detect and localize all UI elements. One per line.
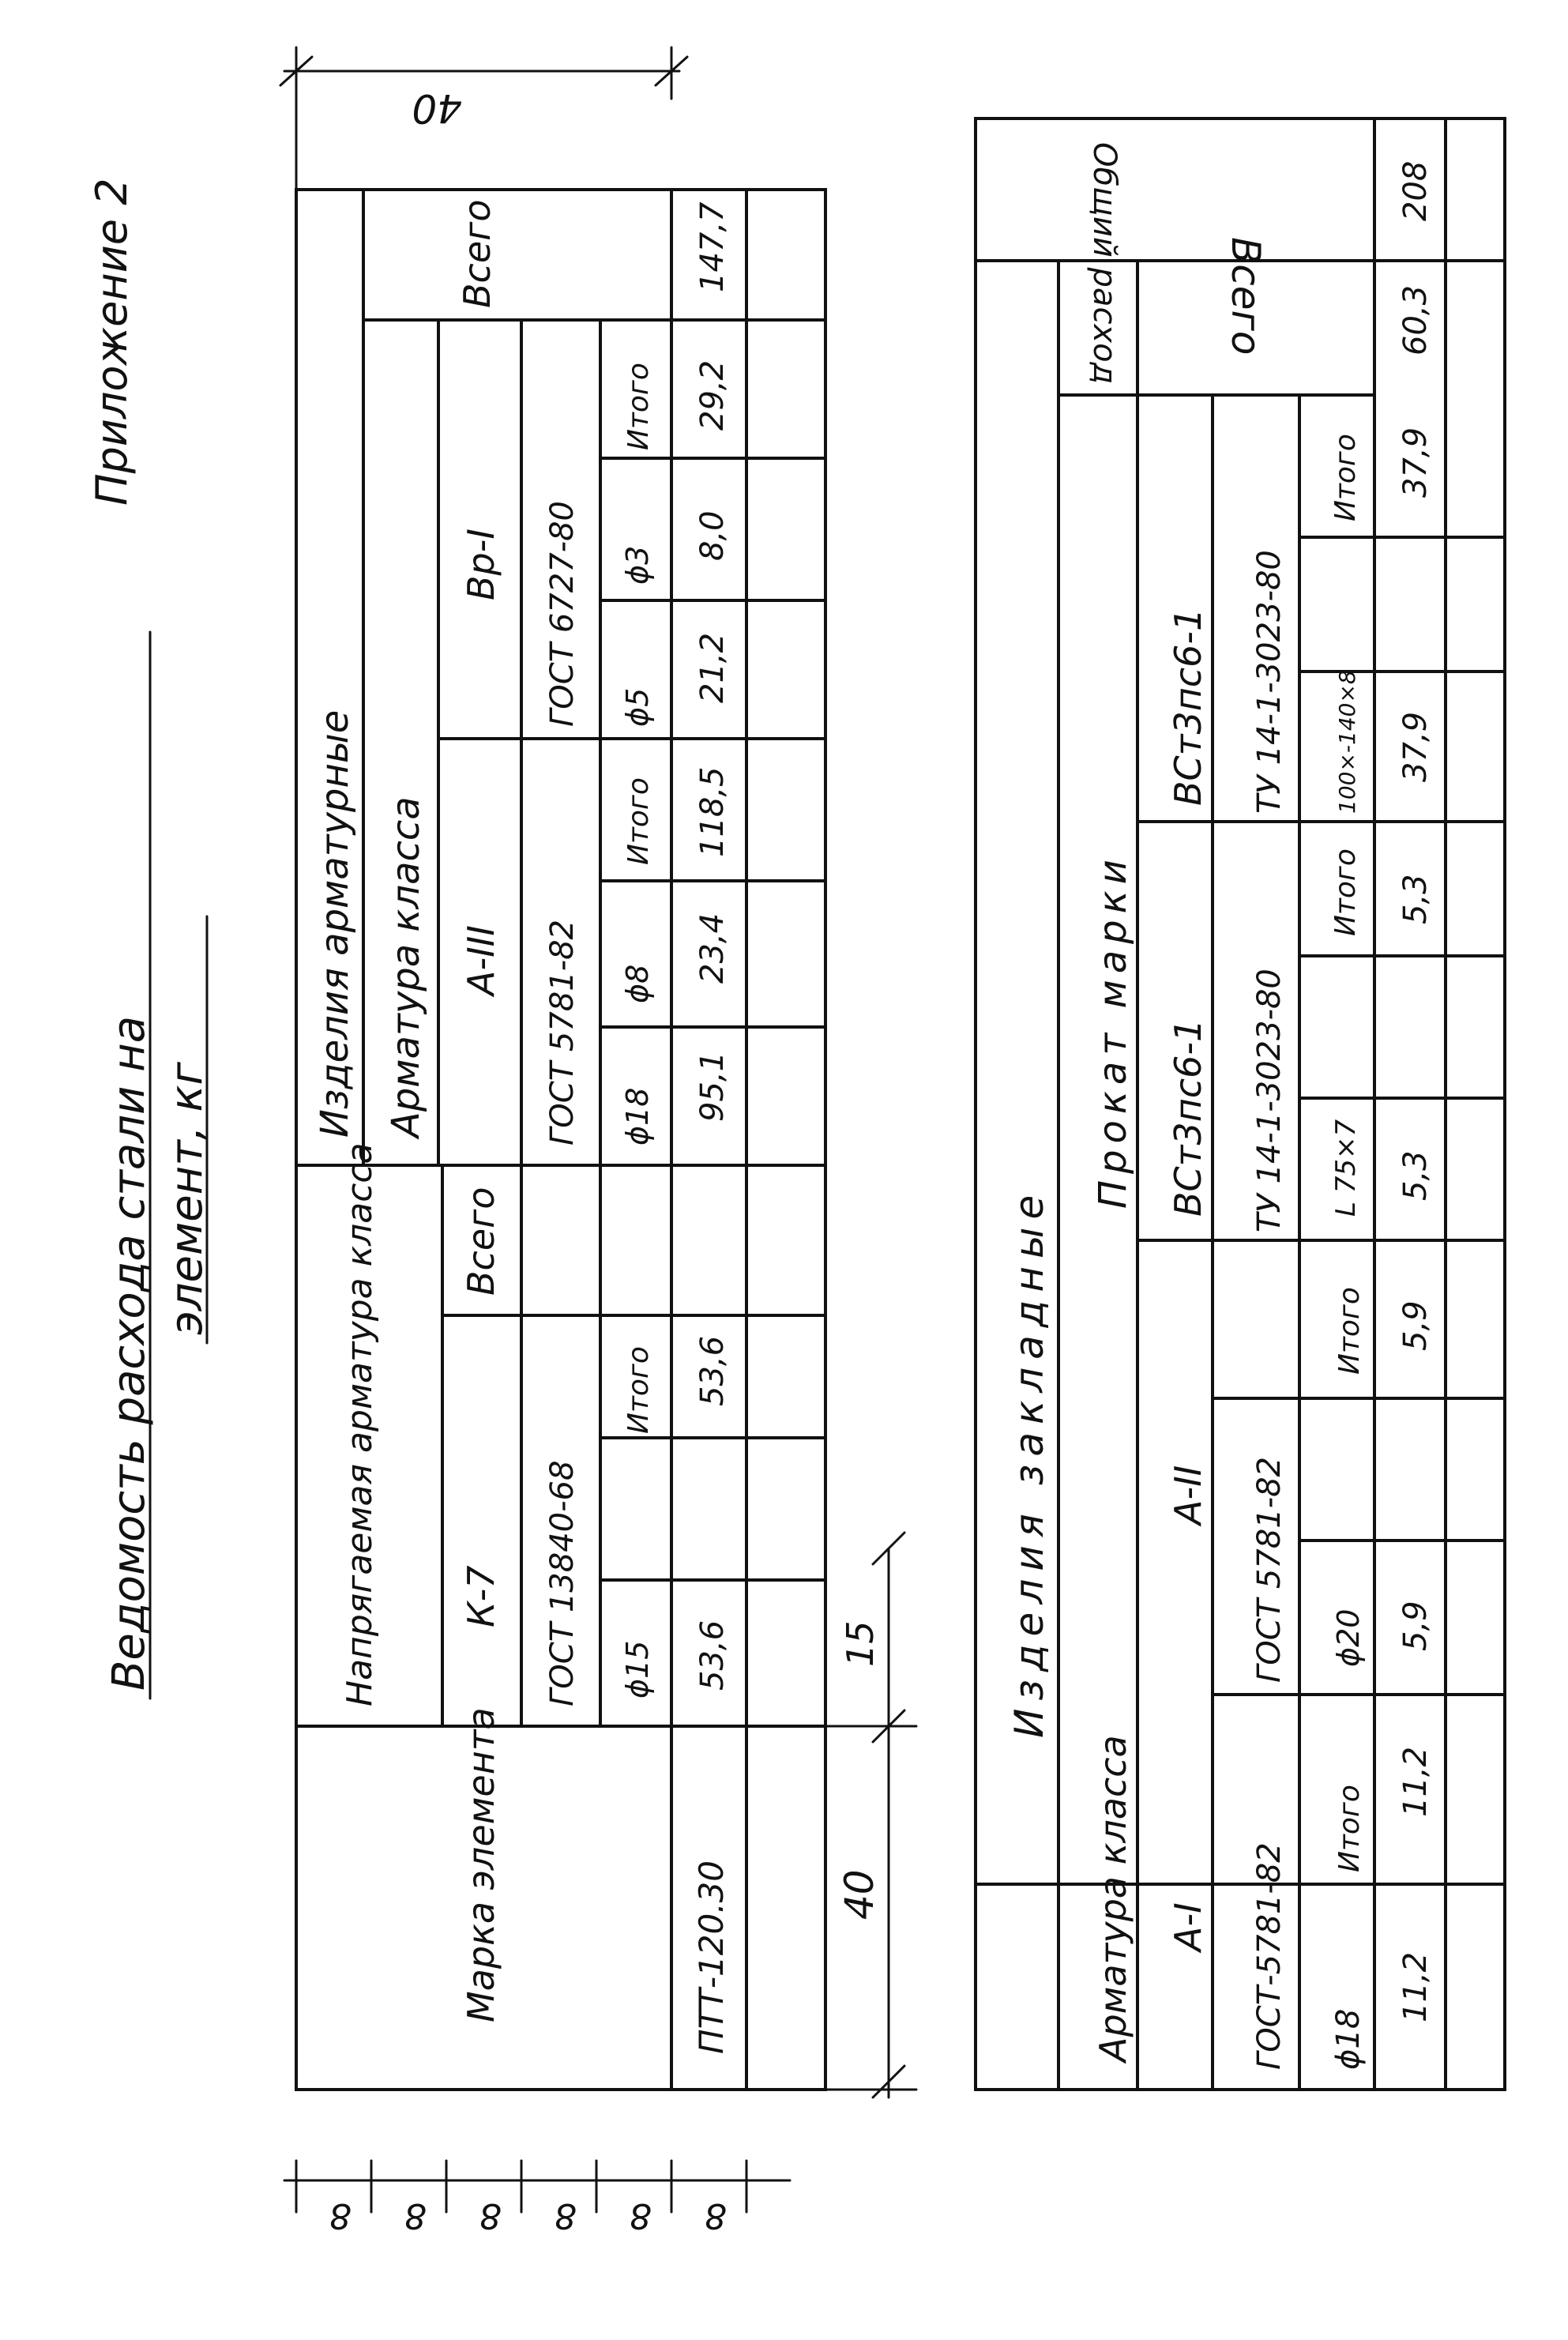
t2-val-a2-itogo: 5,9	[1397, 1300, 1434, 1351]
t2-vsego: Всего	[1223, 237, 1269, 356]
t2-val-a1-itogo: 11,2	[1397, 1746, 1434, 1817]
tu-1: ТУ 14-1-3023-80	[1251, 969, 1288, 1232]
dimension-top-40	[280, 47, 687, 190]
col-mark-header: Марка элемента	[460, 1707, 502, 2022]
t2-val-plate: 37,9	[1397, 711, 1434, 782]
t2-itogo-a2: Итого	[1333, 1287, 1366, 1375]
val-vsego: 147,7	[694, 201, 731, 292]
val-d5: 21,2	[694, 632, 731, 703]
plate-profile: 100×-140×8	[1334, 670, 1360, 814]
dim-8-1: 8	[329, 2195, 352, 2236]
val-itogo-k7: 53,6	[694, 1335, 731, 1406]
t2-val-vsego: 60,3	[1397, 284, 1434, 356]
angle-profile: L 75×7	[1330, 1119, 1362, 1217]
dia-18: ϕ18	[620, 1087, 655, 1146]
tu-2: ТУ 14-1-3023-80	[1251, 550, 1288, 814]
appendix-label: Приложение 2	[87, 178, 137, 506]
class-a3: А-III	[460, 925, 502, 995]
grade-1: ВСт3пс6-1	[1167, 1018, 1209, 1217]
row-mark: ПТТ-120.30	[692, 1860, 731, 2054]
dim-15: 15	[839, 1620, 882, 1667]
gost-a1: ГОСТ-5781-82	[1251, 1842, 1288, 2070]
dia-8: ϕ8	[620, 964, 655, 1003]
t2-val-total: 208	[1397, 160, 1434, 221]
grade-2: ВСт3пс6-1	[1167, 608, 1209, 806]
dia-3: ϕ3	[620, 545, 655, 585]
rebar-class-header: Арматура класса	[384, 796, 428, 1138]
dim-8-6: 8	[705, 2195, 727, 2236]
t2-dia-20: ϕ20	[1331, 1608, 1366, 1667]
t2-val-itogo-g1: 5,3	[1397, 874, 1434, 924]
dia-5: ϕ5	[620, 687, 655, 727]
t2-val-a2-d20: 5,9	[1397, 1601, 1434, 1651]
class-a2: А-II	[1167, 1465, 1209, 1525]
tension-header: Напрягаемая арматура класса	[340, 1142, 380, 1706]
total-header: Общий расход	[1086, 142, 1122, 385]
class-a1: А-I	[1167, 1902, 1209, 1951]
dim-8-3: 8	[479, 2195, 502, 2236]
vsego-tension: Всего	[460, 1187, 502, 1296]
dimension-bottom	[825, 1533, 916, 2097]
val-d18: 95,1	[694, 1051, 731, 1122]
embedded-header: Изделия закладные	[1006, 1187, 1052, 1738]
t2-itogo-a1: Итого	[1333, 1785, 1366, 1872]
val-d3: 8,0	[694, 510, 731, 561]
title-line-2: элемент, кг	[161, 1062, 212, 1335]
itogo-k7: Итого	[622, 1346, 655, 1434]
val-d8: 23,4	[694, 912, 731, 984]
t2-val-a1-d18: 11,2	[1397, 1951, 1434, 2022]
dim-40-top: 40	[412, 85, 462, 131]
itogo-bp: Итого	[622, 363, 655, 450]
class-bp1: Вр-I	[460, 529, 502, 600]
gost-5781: ГОСТ 5781-82	[544, 920, 581, 1146]
dim-40-bottom: 40	[837, 1869, 882, 1920]
rolled-header: Прокат марки	[1091, 853, 1135, 1209]
val-d15: 53,6	[694, 1620, 731, 1691]
dia-15: ϕ15	[620, 1640, 655, 1699]
t2-val-angle: 5,3	[1397, 1150, 1434, 1201]
t2-itogo-g1: Итого	[1329, 848, 1362, 936]
gost-13840: ГОСТ 13840-68	[544, 1460, 581, 1706]
class-k7: К-7	[460, 1565, 502, 1627]
gost-6727: ГОСТ 6727-80	[544, 501, 581, 727]
dim-8-5: 8	[630, 2195, 652, 2236]
dim-8-4: 8	[555, 2195, 577, 2236]
title-line-1: Ведомость расхода стали на	[103, 1015, 155, 1691]
t2-val-itogo-g2: 37,9	[1397, 427, 1434, 498]
products-header: Изделия арматурные	[313, 709, 357, 1138]
itogo-a3: Итого	[622, 777, 655, 865]
val-itogo-bp: 29,2	[694, 359, 731, 431]
gost-a2: ГОСТ 5781-82	[1251, 1457, 1288, 1683]
t2-itogo-g2: Итого	[1329, 434, 1362, 521]
vsego-products: Всего	[456, 199, 498, 308]
rebar-class-header-2: Арматура класса	[1092, 1735, 1134, 2062]
val-itogo-a3: 118,5	[694, 766, 731, 857]
dim-8-2: 8	[404, 2195, 427, 2236]
t2-dia-18: ϕ18	[1330, 2008, 1367, 2070]
